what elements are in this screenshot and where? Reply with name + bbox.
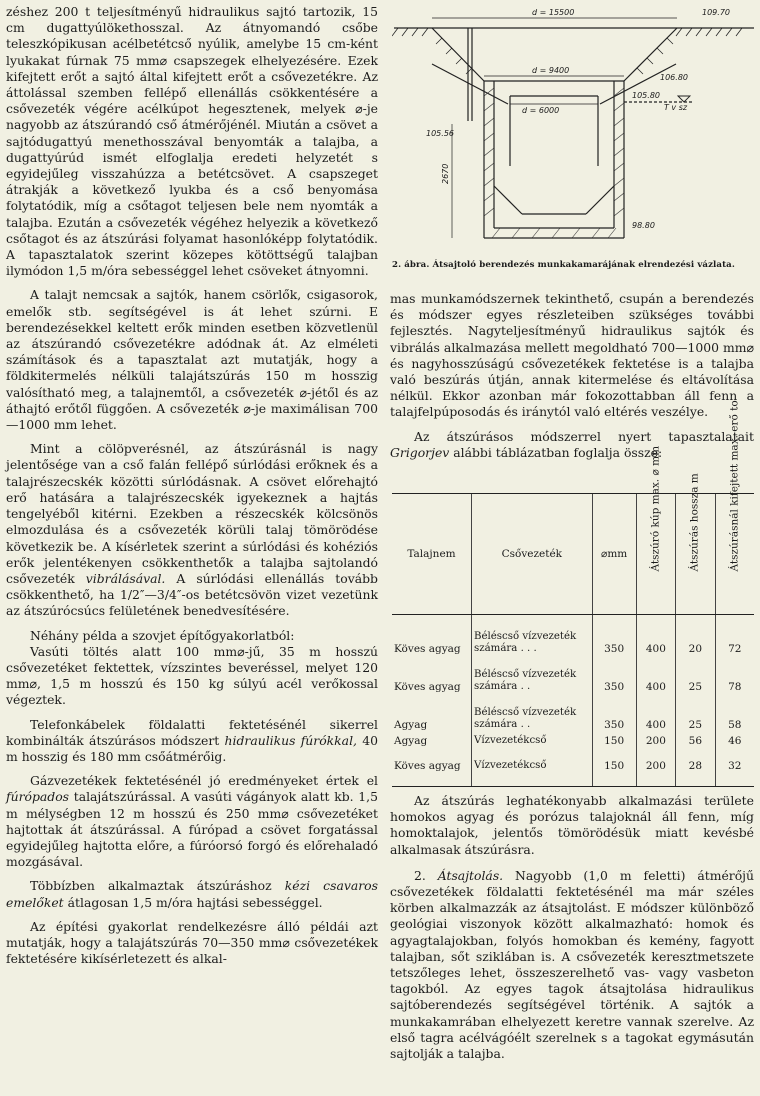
paragraph-vasuti-toltes: Vasúti töltés alatt 100 mm⌀-jű, 35 m hosszú csővezetéket fektettek, vízszintes beveréssel, melyet 120 mm⌀, 1,5 m hosszú és 150 kg súlyú acél verőkossal végeztek. (6, 643, 378, 708)
table-row: Köves agyag Béléscső vízvezeték számára . . 350 400 25 78 (392, 655, 754, 693)
work-chamber-diagram (392, 6, 758, 268)
paragraph-telefonkabelek: Telefonkábelek földalatti fektetésénél sikerrel kombinálták átszúrásos módszert hidraulikus fúrókkal, 40 m hosszig és 180 mm csőátmérőig. (6, 716, 378, 764)
label-d-top: d = 15500 (532, 8, 575, 17)
header-atmero: ⌀mm (592, 494, 636, 615)
label-d-inner: d = 6000 (522, 106, 560, 115)
paragraph-sajto-leiras: zéshez 200 t teljesítményű hidraulikus sajtó tartozik, 15 cm dugattyúlökethosszal. Az átnyomandó csőbe teleszkópikusan acélbetétcső nyúlik, amelybe 15 cm-ként lyukakat fúrnak 75 mm⌀ csapszegek elhelyezésére. Ezek kifejtett erőt a sajtó által kifejtett erőt a csővezetékre. Az áttolással szemben fellépő ellenállás csökkentésére a csővezeték végére acélkúpot hegesztenek, melyek ⌀-je nagyobb az átszúrandó cső átmérőjénél. Miután a csövet a sajtódugattyú menethosszával benyomták a talajba, a dugattyúrúd ismét elfoglalja eredeti helyzetét s egyidejűleg visszahúzza a betétcsövet. A csapszeget átrakják a következő lyukba és a cső benyomása folytatódik, míg a csőtagot teljesen bele nem nyomták a talajba. Ezután a csővezeték végéhez helyezik a következő csőtagot és az átszúrási folyamat hasonlóképp folytatódik. A tapasztalatok szerint közepes kötöttségű talajban ilymódon 1,5 m/óra sebességgel lehet csöveket átnyomni. (6, 4, 378, 279)
label-elev-left: 105.56 (426, 129, 454, 138)
label-elev-top: 109.70 (702, 8, 730, 17)
label-water: T v sz (664, 103, 688, 112)
header-hossz: Átszúrás hossza m (676, 494, 715, 615)
table-row: Köves agyag Vízvezetékcső 150 200 28 32 (392, 747, 754, 787)
label-d-mid: d = 9400 (532, 66, 570, 75)
header-ero: Átszúrásnál kifejtett max. erő to (715, 494, 754, 615)
paragraph-kezi-emelok: Többízben alkalmaztak átszúráshoz kézi csavaros emelőket átlagosan 1,5 m/óra hajtási sebességgel. (6, 878, 378, 910)
table-row: Köves agyag Béléscső vízvezeték számára . . . 350 400 20 72 (392, 615, 754, 655)
table-row: Agyag Vízvezetékcső 150 200 56 46 (392, 731, 754, 747)
label-elev-right: 105.80 (632, 91, 660, 100)
label-elev-mid: 106.80 (660, 73, 688, 82)
label-height: 2670 (441, 163, 450, 184)
table-header-row (392, 494, 754, 615)
left-column (6, 4, 378, 967)
header-csovezetek: Csővezeték (472, 494, 593, 615)
paragraph-grigorjev: Az átszúrásos módszerrel nyert tapasztalatait Grigorjev alábbi táblázatban foglalja össze: (390, 428, 754, 460)
figure-caption: 2. ábra. Átsajtoló berendezés munkakamarájának elrendezési vázlata. (392, 260, 735, 270)
paragraph-atsajtolas: 2. Átsajtolás. Nagyobb (1,0 m feletti) átmérőjű csővezetékek földalatti fektetésénél ma már széles körben alkalmazzák az átsajtolást. E módszer különböző geológiai viszonyok között alkalmazható: homok és agyagtalajokban, folyós homokban és kemény, fagyott talajban, sőt sziklában is. A csővezeték keresztmetszete tetszőleges lehet, összeszerelhető vas- vagy vasbeton tagokból. Az egyes tagok átsajtolása hidraulikus sajtóberendezés segítségével történik. A sajtók a munkakamrában elhelyezett keretre vannak szerelve. Az első tagra acélvágóélt szerelnek s a tagokat egymásután sajtolják a talajba. (390, 867, 755, 1062)
paragraph-surlodas: Mint a cölöpverésnél, az átszúrásnál is nagy jelentősége van a cső falán fellépő súrlódási erőknek és a talajrészecskék közötti súrlódásnak. A csövet előrehajtó erő hatására a talajrészecskék igyekeznek a hajtás tengelyéből kitérni. Ezekben a részecskék kölcsönös elmozdulása és a csővezeték körüli talaj tömörödése következik be. A kísérletek szerint a súrlódási és kohéziós erők jelentékenyen csökkenthetők a talajba sajtolandó csővezeték vibrálásával. A súrlódási ellenállás tovább csökkenthető, ha 1/2″—3/4″-os betétcsövön vizet vezetünk az átszúrócsúcs felületének benedvesítésére. (6, 441, 378, 619)
paragraph-munkamodszer: mas munkamódszernek tekinthető, csupán a berendezés és módszer egyes részleteiben szükséges további fejlesztés. Nagyteljesítményű hidraulikus sajtók és vibrálás alkalmazása mellett megoldható 700—1000 mm⌀ és nagyhosszúságú csővezetékek fektetése is a talajba való beszúrás útján, annak kitermelése és eltávolítása nélkül. Ekkor azonban már fokozottabban áll fenn a talajfelpúposodás és iránytól való eltérés veszélye. (390, 291, 754, 420)
label-elev-bottom: 98.80 (632, 221, 655, 230)
diagram-drawing (392, 6, 758, 268)
paragraph-epitesi-gyakorlat: Az építési gyakorlat rendelkezésre álló példái azt mutatják, hogy a talajátszúrás 70—350 mm⌀ csővezetékek fektetésére kikísérletezett és alkal- (6, 918, 378, 967)
paragraph-peldak-intro: Néhány példa a szovjet építőgyakorlatból: (30, 627, 295, 643)
header-talajnem: Talajnem (392, 494, 472, 615)
paragraph-csorlok: A talajt nemcsak a sajtók, hanem csörlők, csigasorok, emelők stb. segítségével is át lehet szúrni. E berendezésekkel keltett erők minden esetben közvetlenül az átszúrandó csővezetékre adódnak át. Az elméleti számítások és a tapasztalat azt mutatják, hogy a földkitermelés nélküli talajátszúrás 150 m hosszig valósítható meg, a talajnemtől, a csővezeték ⌀-jétől és az áthajtó erőtől függően. A csővezeték ⌀-je maximálisan 700—1000 mm lehet. (6, 287, 378, 433)
paragraph-gazvezetekek: Gázvezetékek fektetésénél jó eredményeket értek el fúrópados talajátszúrással. A vasúti vágányok alatt kb. 1,5 m mélységben 12 m hosszú és 250 mm⌀ csővezetéket hajtottak át átszúrással. A fúrópad a csövet forgatással egyidejűleg hajtotta előre, a fúróorsó forgó és előrehaladó mozgásával. (6, 773, 378, 870)
table-row: Agyag Béléscső vízvezeték számára . . 350 400 25 58 (392, 693, 754, 731)
paragraph-leghatekonyabb: Az átszúrás leghatékonyabb alkalmazási területe homokos agyag és porózus talajoknál áll fenn, míg homoktalajok, jelentős tömörödésük miatt kevésbé alkalmasak átszúrásra. (390, 793, 754, 857)
header-kup: Átszúró kúp max. ⌀ mm (636, 494, 675, 615)
